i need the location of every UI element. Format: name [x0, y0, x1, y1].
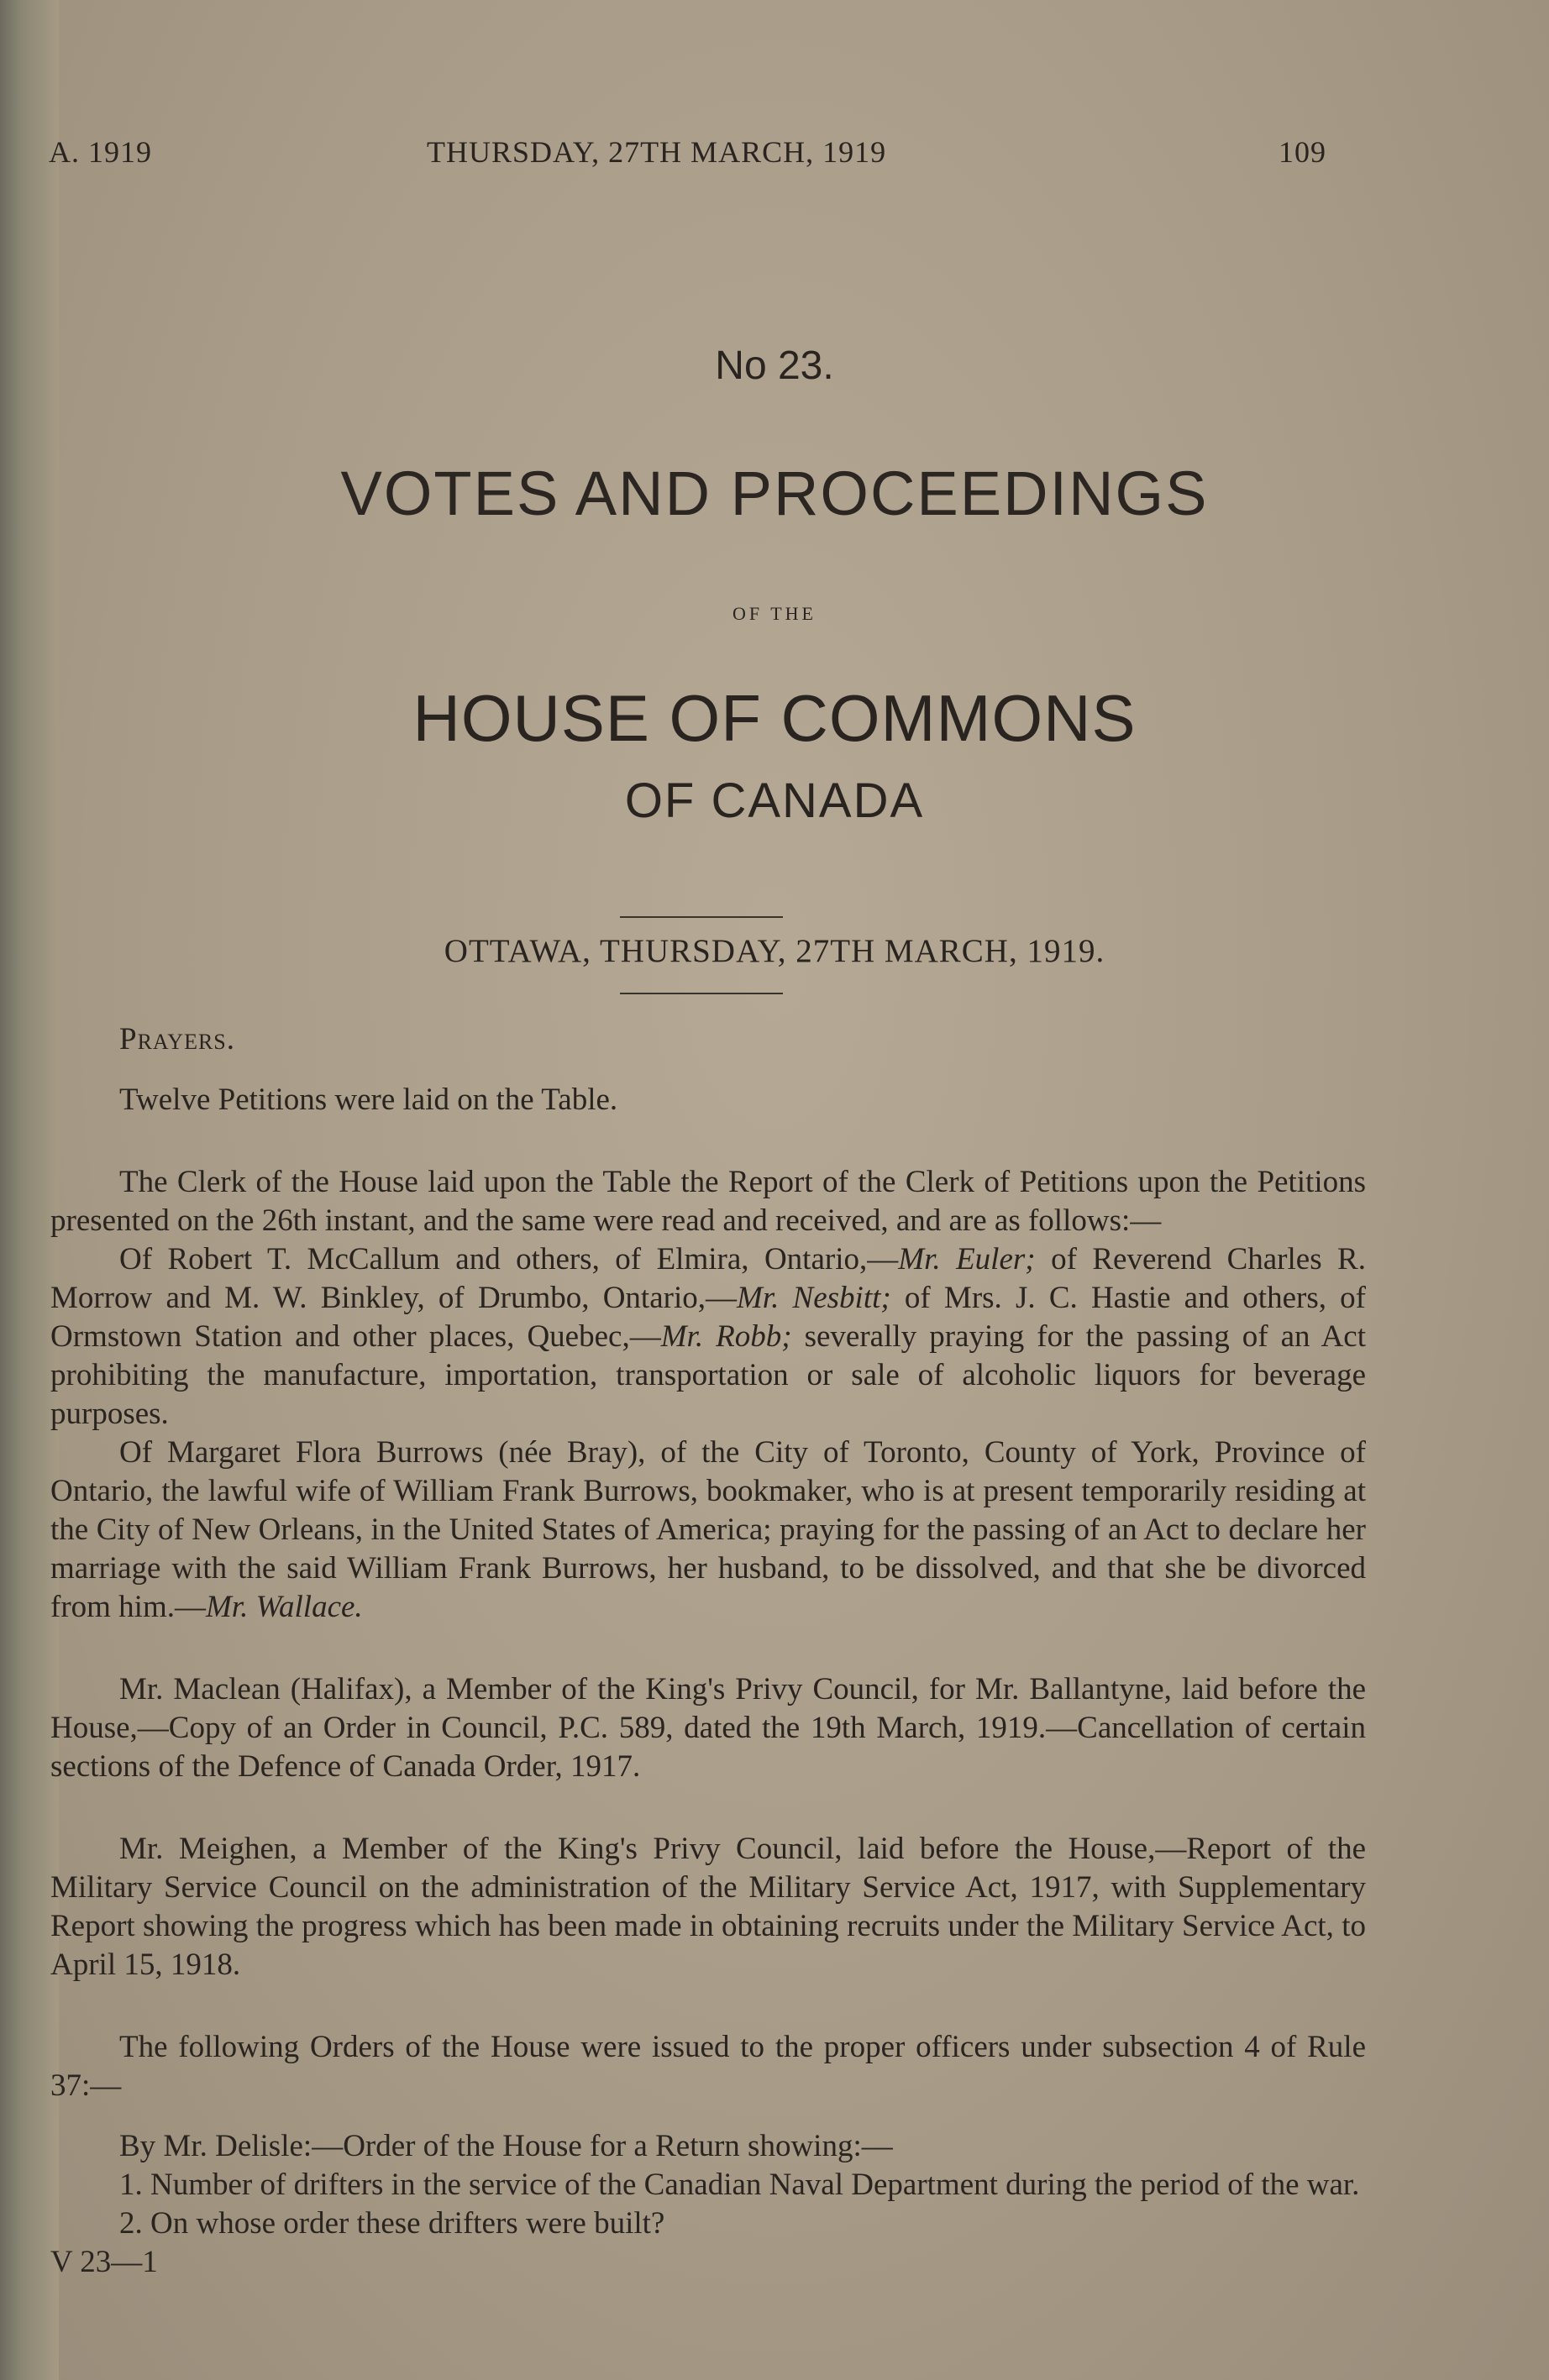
maclean-paragraph: Mr. Maclean (Halifax), a Member of the King's Privy Council, for Mr. Ballantyne, laid before the House,—Copy of an Order in Council, P.C. 589, dated the 19th March, 1919.—Cancellation of certain sections of the Defence of Canada Order, 1917.	[50, 1672, 1366, 1784]
member-name: Mr. Euler;	[898, 1242, 1036, 1276]
delisle-order: By Mr. Delisle:—Order of the House for a Return showing:—	[119, 2129, 893, 2163]
petition-divorce-paragraph	[50, 1434, 1366, 1627]
header-session-year: A. 1919	[49, 135, 152, 169]
petition-temperance-paragraph	[50, 1240, 1366, 1434]
prayers-label: Prayers.	[119, 1022, 236, 1056]
orders-paragraph: The following Orders of the House were issued to the proper officers under subsection 4 of Rule 37:—	[50, 2030, 1366, 2103]
petition-text: Of Robert T. McCallum and others, of Elmira, Ontario,—	[119, 1242, 899, 1276]
return-item-2: 2. On whose order these drifters were built?	[119, 2206, 665, 2241]
dateline: OTTAWA, THURSDAY, 27TH MARCH, 1919.	[444, 933, 1105, 969]
petition-text: Of Margaret Flora Burrows (née Bray), of the City of Toronto, County of York, Province of Ontario, the lawful wife of William Frank Burrows, bookmaker, who is at present temporarily residing at the City of New Orleans, in the United States of America; praying for the passing of an Act to declare her marriage with the said William Frank Burrows, her husband, to be dissolved, and that she be divorced from him.—	[50, 1435, 1366, 1624]
member-name: Mr. Robb;	[660, 1319, 792, 1354]
petition-text: severally praying for the passing of an Act prohibiting the manufacture, importation, transportation or sale of alcoholic liquors for beverage purposes.	[50, 1319, 1366, 1431]
page-number: 109	[1279, 135, 1326, 169]
petition-text: of Reverend Charles R. Morrow and M. W. Binkley, of Drumbo, Ontario,—	[50, 1242, 1366, 1315]
prayers-heading	[50, 1020, 1366, 1059]
return-item-1: 1. Number of drifters in the service of the Canadian Naval Department during the period of the war.	[119, 2168, 1360, 2202]
petition-text: of Mrs. J. C. Hastie and others, of Ormstown Station and other places, Quebec,—	[50, 1281, 1366, 1354]
member-name: Mr. Wallace.	[205, 1590, 363, 1624]
title-connector: OF THE	[732, 603, 817, 624]
header-date: THURSDAY, 27TH MARCH, 1919	[427, 135, 887, 169]
house-title: HOUSE OF COMMONS	[412, 681, 1137, 755]
member-name: Mr. Nesbitt;	[736, 1281, 891, 1315]
running-header	[0, 134, 1549, 176]
issue-number: No 23.	[715, 343, 834, 388]
document-title: VOTES AND PROCEEDINGS	[340, 459, 1209, 528]
meighen-paragraph: Mr. Meighen, a Member of the King's Privy Council, laid before the House,—Report of the Military Service Council on the administration of the Military Service Act, 1917, with Supplementary Report showing the progress which has been made in obtaining recruits under the Military Service Act, to April 15, 1918.	[50, 1832, 1366, 1982]
petitions-laid-paragraph: Twelve Petitions were laid on the Table.	[119, 1083, 618, 1117]
divider-bottom	[620, 993, 783, 994]
clerk-report-paragraph: The Clerk of the House laid upon the Table the Report of the Clerk of Petitions upon the Petitions presented on the 26th instant, and the same were read and received, and are as follows:—	[50, 1165, 1366, 1238]
country-title: OF CANADA	[624, 773, 925, 828]
signature-mark: V 23—1	[50, 2245, 158, 2279]
proceedings-body	[50, 1020, 1366, 2282]
divider-top	[620, 916, 783, 918]
